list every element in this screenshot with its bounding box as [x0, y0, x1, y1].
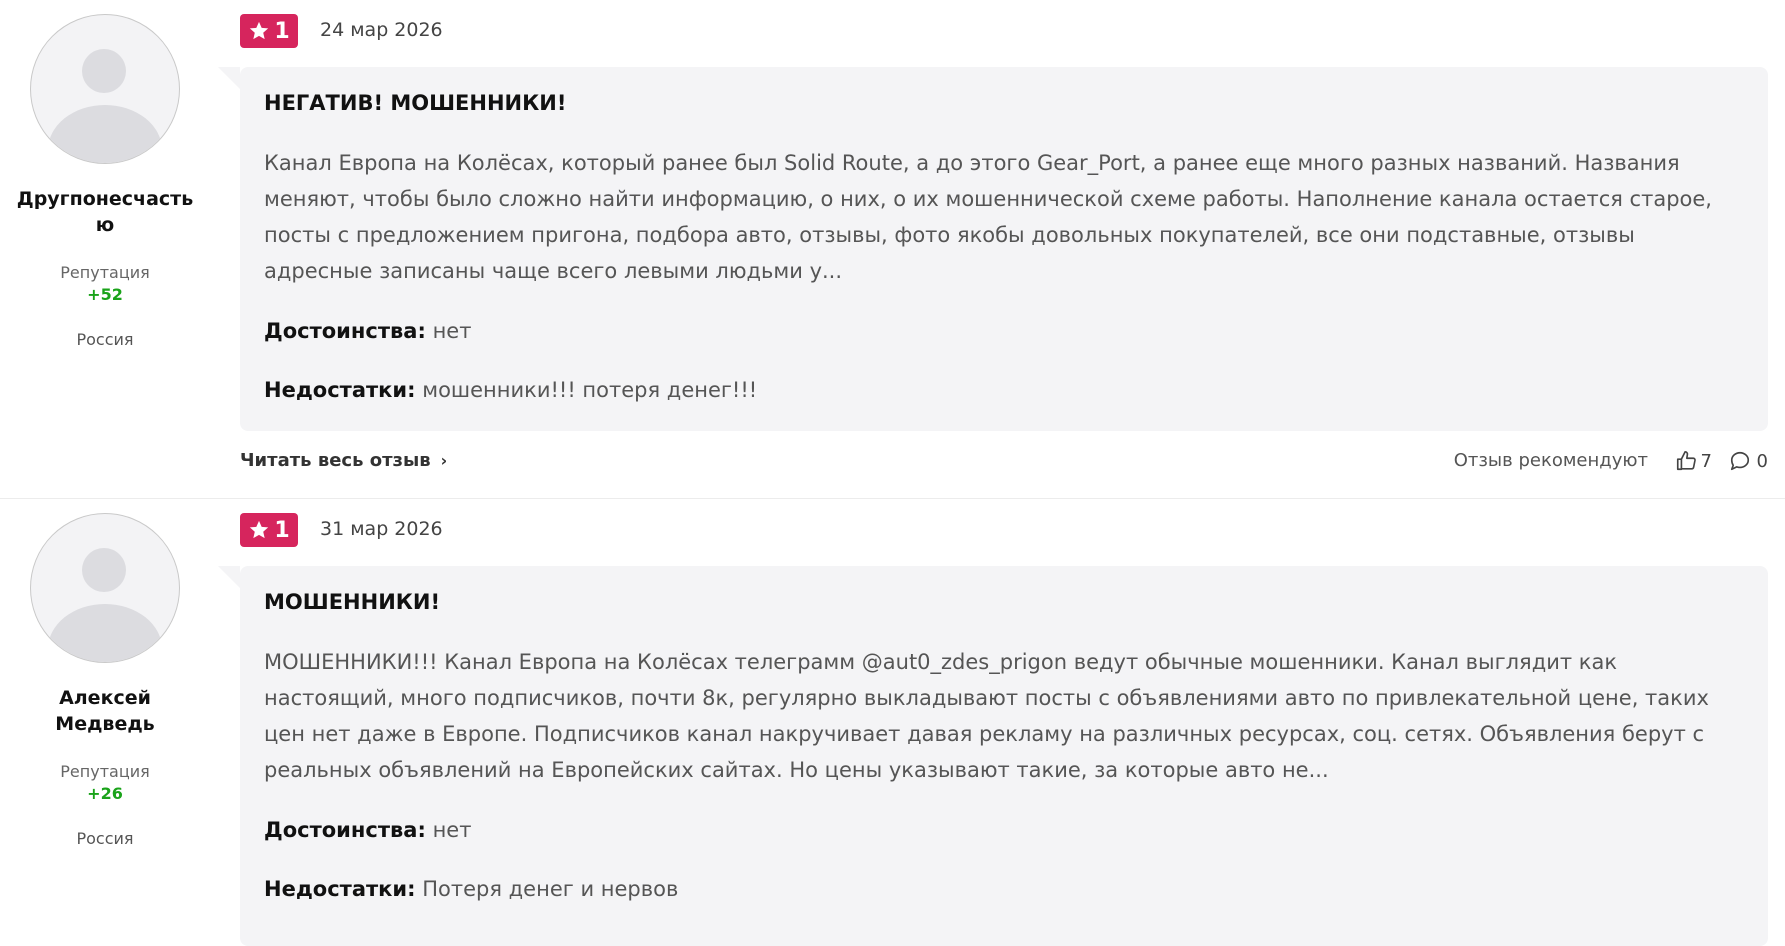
- review-pros: [264, 319, 471, 343]
- thumbs-up-icon: [1675, 450, 1697, 472]
- cons-value: мошенники!!! потеря денег!!!: [422, 378, 758, 402]
- rating-badge: [240, 14, 298, 48]
- reputation-label: Репутация: [60, 263, 150, 282]
- review-body: [240, 67, 1768, 431]
- review-title[interactable]: МОШЕННИКИ!: [264, 590, 441, 614]
- rating-value: 1: [274, 18, 290, 44]
- comment-icon: [1729, 450, 1751, 472]
- read-more-label: Читать весь отзыв: [240, 450, 431, 471]
- review-pros: [264, 818, 471, 842]
- rating-badge: [240, 513, 298, 547]
- chevron-right-icon: ›: [440, 451, 448, 470]
- review-text: Канал Европа на Колёсах, который ранее был Solid Route, а до этого Gear_Port, а ранее еще много разных названий. Названия меняют, чтобы было сложно найти информацию, о них, о их мошеннической схеме работы. Наполнение канала остается старое, посты с предложением пригона, подбора авто, отзывы, фото якобы довольных покупателей, все они подставные, отзывы адресные записаны чаще всего левыми людьми у...: [264, 151, 1712, 283]
- review-date: 24 мар 2026: [320, 19, 443, 41]
- review-card: [0, 499, 1785, 919]
- avatar-placeholder-body: [48, 604, 162, 663]
- review-title[interactable]: НЕГАТИВ! МОШЕННИКИ!: [264, 91, 567, 115]
- review-body: [240, 566, 1768, 946]
- like-count: 7: [1700, 450, 1712, 472]
- reputation-value: +52: [87, 285, 123, 304]
- review-text: МОШЕННИКИ!!! Канал Европа на Колёсах телеграмм @aut0_zdes_prigon ведут обычные мошенники. Канал выглядит как настоящий, много подписчиков, почти 8к, регулярно выкладывают посты с объявлениями авто по привлекательной цене, таких цен нет даже в Европе. Подписчиков канал накручивает давая рекламу на различных ресурсах, соц. сетях. Объявления берут с реальных объявлений на Европейских сайтах. Но цены указывают такие, за которые авто не...: [264, 650, 1709, 782]
- avatar-placeholder-head: [82, 49, 126, 93]
- read-full-review-link[interactable]: [240, 450, 447, 471]
- avatar-placeholder-body: [48, 105, 162, 164]
- star-icon: [248, 519, 270, 541]
- cons-value: Потеря денег и нервов: [422, 877, 679, 901]
- cons-label: Недостатки:: [264, 378, 416, 402]
- rating-value: 1: [274, 517, 290, 543]
- pros-label: Достоинства:: [264, 319, 426, 343]
- avatar-placeholder-head: [82, 548, 126, 592]
- reputation-value: +26: [87, 784, 123, 803]
- cons-label: Недостатки:: [264, 877, 416, 901]
- review-date: 31 мар 2026: [320, 518, 443, 540]
- recommend-label: Отзыв рекомендуют: [1453, 450, 1648, 471]
- avatar[interactable]: [30, 14, 180, 164]
- author-country: Россия: [76, 330, 134, 349]
- author-country: Россия: [76, 829, 134, 848]
- avatar[interactable]: [30, 513, 180, 663]
- comment-count: 0: [1756, 450, 1768, 472]
- star-icon: [248, 20, 270, 42]
- review-cons: [264, 378, 757, 402]
- comments-button[interactable]: [1729, 450, 1768, 472]
- pros-label: Достоинства:: [264, 818, 426, 842]
- pros-value: нет: [432, 818, 472, 842]
- review-footer: [240, 450, 1768, 480]
- reputation-label: Репутация: [60, 762, 150, 781]
- author-name[interactable]: Другпонесчастью: [16, 188, 194, 236]
- review-cons: [264, 877, 678, 901]
- pros-value: нет: [432, 319, 472, 343]
- author-name[interactable]: Алексей Медведь: [55, 687, 155, 735]
- like-button[interactable]: [1675, 450, 1712, 472]
